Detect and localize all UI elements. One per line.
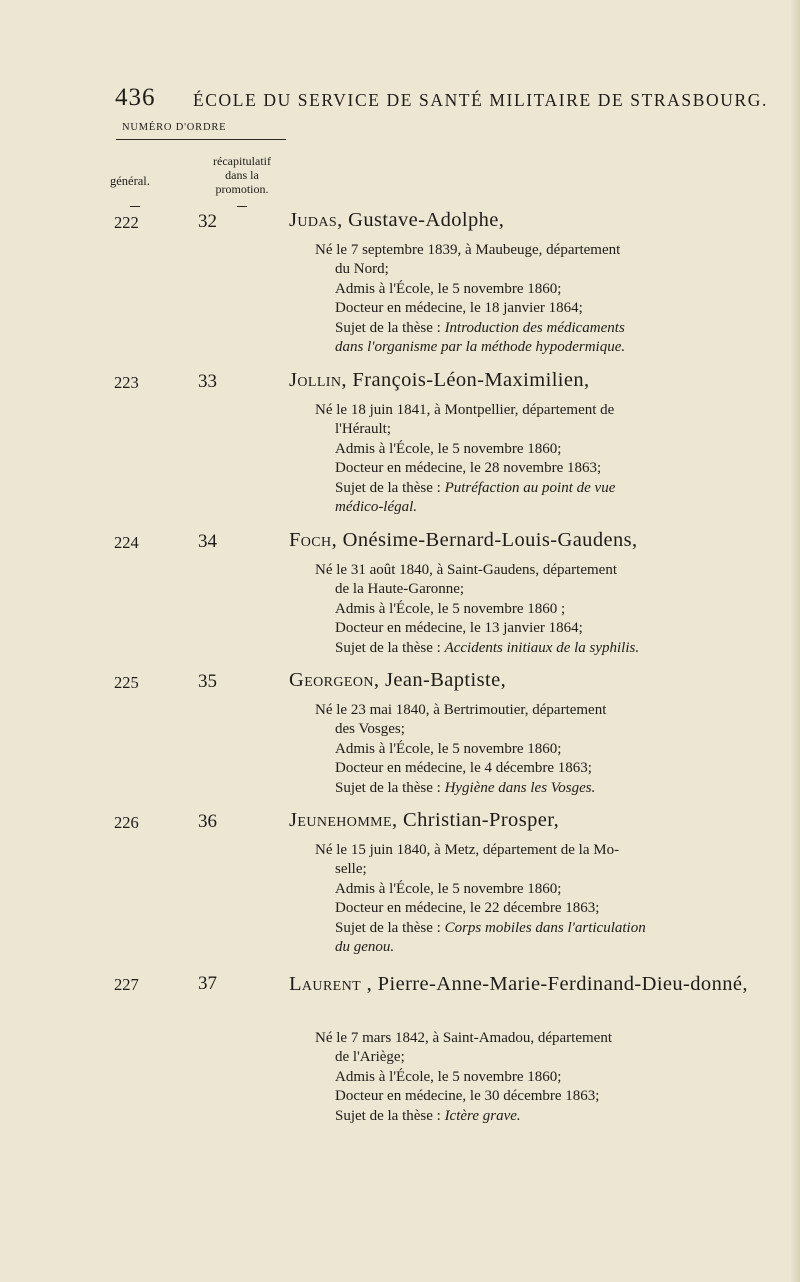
column-recap-label (192, 154, 292, 196)
running-header (115, 84, 768, 112)
surname: Laurent (289, 973, 362, 995)
admission-line: Admis à l'École, le 5 novembre 1860; (335, 280, 562, 297)
person-name (289, 809, 559, 832)
person-name (289, 209, 504, 232)
recap-number: 32 (198, 211, 217, 232)
column-dash (130, 206, 140, 207)
admission-line: Admis à l'École, le 5 novembre 1860; (335, 1068, 562, 1085)
entry-body (315, 841, 755, 957)
surname: Judas (289, 209, 338, 231)
general-number: 227 (114, 975, 139, 994)
surname: Jollin (289, 369, 342, 391)
general-number: 224 (114, 533, 139, 552)
entry-body (315, 401, 755, 517)
admission-line: Admis à l'École, le 5 novembre 1860; (335, 880, 562, 897)
recap-line: promotion. (215, 182, 269, 196)
birth-line-cont: de la Haute-Garonne; (335, 581, 465, 598)
doctorate-line: Docteur en médecine, le 22 décembre 1863; (335, 900, 600, 917)
general-number: 226 (114, 813, 139, 832)
thesis-prefix: Sujet de la thèse : (335, 779, 445, 796)
recap-number: 33 (198, 371, 217, 392)
admission-line: Admis à l'École, le 5 novembre 1860; (335, 440, 562, 457)
birth-line: Né le 31 août 1840, à Saint-Gaudens, département (315, 562, 617, 578)
birth-line-cont: du Nord; (335, 261, 389, 278)
column-header-title: NUMÉRO D'ORDRE (122, 122, 227, 133)
thesis-line (315, 919, 755, 938)
given-names: , Onésime-Bernard-Louis-Gaudens, (331, 529, 638, 551)
thesis-prefix: Sujet de la thèse : (335, 479, 445, 496)
recap-number: 37 (198, 973, 217, 994)
doctorate-line: Docteur en médecine, le 30 décembre 1863; (335, 1088, 600, 1105)
birth-line-cont: l'Hérault; (335, 421, 392, 438)
general-number: 222 (114, 213, 139, 232)
recap-number: 36 (198, 811, 217, 832)
thesis-line (315, 479, 755, 498)
given-names: , Gustave-Adolphe, (337, 209, 505, 231)
thesis-title: Corps mobiles dans l'articulation (444, 919, 646, 936)
thesis-prefix: Sujet de la thèse : (335, 639, 445, 656)
birth-line-cont: des Vosges; (335, 721, 405, 738)
person-name (289, 529, 638, 552)
birth-line: Né le 15 juin 1840, à Metz, département de la Mo- (315, 842, 620, 858)
column-dash (237, 206, 247, 207)
recap-number: 34 (198, 531, 217, 552)
thesis-title-cont: du genou. (335, 939, 395, 956)
doctorate-line: Docteur en médecine, le 4 décembre 1863; (335, 760, 592, 777)
page-edge-shadow (790, 0, 800, 1282)
birth-line: Né le 7 mars 1842, à Saint-Amadou, département (315, 1030, 612, 1046)
given-names: , Christian-Prosper, (391, 809, 560, 831)
thesis-line (315, 1107, 755, 1126)
entry-body (315, 1029, 755, 1126)
doctorate-line: Docteur en médecine, le 13 janvier 1864; (335, 620, 583, 637)
thesis-title: Introduction des médicaments (444, 319, 625, 336)
admission-line: Admis à l'École, le 5 novembre 1860 ; (335, 600, 566, 617)
surname: Foch (289, 529, 332, 551)
person-name (289, 669, 506, 692)
thesis-prefix: Sujet de la thèse : (335, 919, 445, 936)
thesis-title: Accidents initiaux de la syphilis. (444, 639, 640, 656)
column-header (110, 122, 310, 212)
given-names: , Pierre-Anne-Marie-Ferdinand-Dieu-donné, (361, 973, 748, 995)
birth-line: Né le 7 septembre 1839, à Maubeuge, département (315, 242, 621, 258)
thesis-line (315, 639, 755, 658)
thesis-prefix: Sujet de la thèse : (335, 319, 445, 336)
person-name (289, 369, 590, 392)
general-number: 223 (114, 373, 139, 392)
birth-line: Né le 23 mai 1840, à Bertrimoutier, département (315, 702, 607, 718)
thesis-title: Hygiène dans les Vosges. (444, 779, 596, 796)
person-name (289, 971, 749, 997)
recap-line: dans la (225, 168, 259, 182)
surname: Georgeon (289, 669, 374, 691)
entry-body (315, 701, 755, 798)
page-number: 436 (115, 84, 156, 111)
thesis-line (315, 319, 755, 338)
thesis-line (315, 779, 755, 798)
thesis-title-cont: médico-légal. (335, 499, 418, 516)
birth-line-cont: selle; (335, 861, 367, 878)
entry-body (315, 241, 755, 357)
admission-line: Admis à l'École, le 5 novembre 1860; (335, 740, 562, 757)
running-title: ÉCOLE DU SERVICE DE SANTÉ MILITAIRE DE STRASBOURG. (193, 90, 768, 110)
recap-line: récapitulatif (213, 154, 271, 168)
entry-body (315, 561, 755, 658)
given-names: , Jean-Baptiste, (373, 669, 507, 691)
recap-number: 35 (198, 671, 217, 692)
surname: Jeunehomme (289, 809, 392, 831)
thesis-title-cont: dans l'organisme par la méthode hypodermique. (335, 339, 626, 356)
thesis-prefix: Sujet de la thèse : (335, 1107, 445, 1124)
column-general-label: général. (110, 174, 150, 188)
given-names: , François-Léon-Maximilien, (341, 369, 590, 391)
birth-line: Né le 18 juin 1841, à Montpellier, département de (315, 402, 615, 418)
header-rule (116, 139, 286, 140)
doctorate-line: Docteur en médecine, le 18 janvier 1864; (335, 300, 583, 317)
general-number: 225 (114, 673, 139, 692)
birth-line-cont: de l'Ariège; (335, 1049, 405, 1066)
thesis-title: Ictère grave. (444, 1107, 521, 1124)
doctorate-line: Docteur en médecine, le 28 novembre 1863; (335, 460, 602, 477)
thesis-title: Putréfaction au point de vue (444, 479, 616, 496)
